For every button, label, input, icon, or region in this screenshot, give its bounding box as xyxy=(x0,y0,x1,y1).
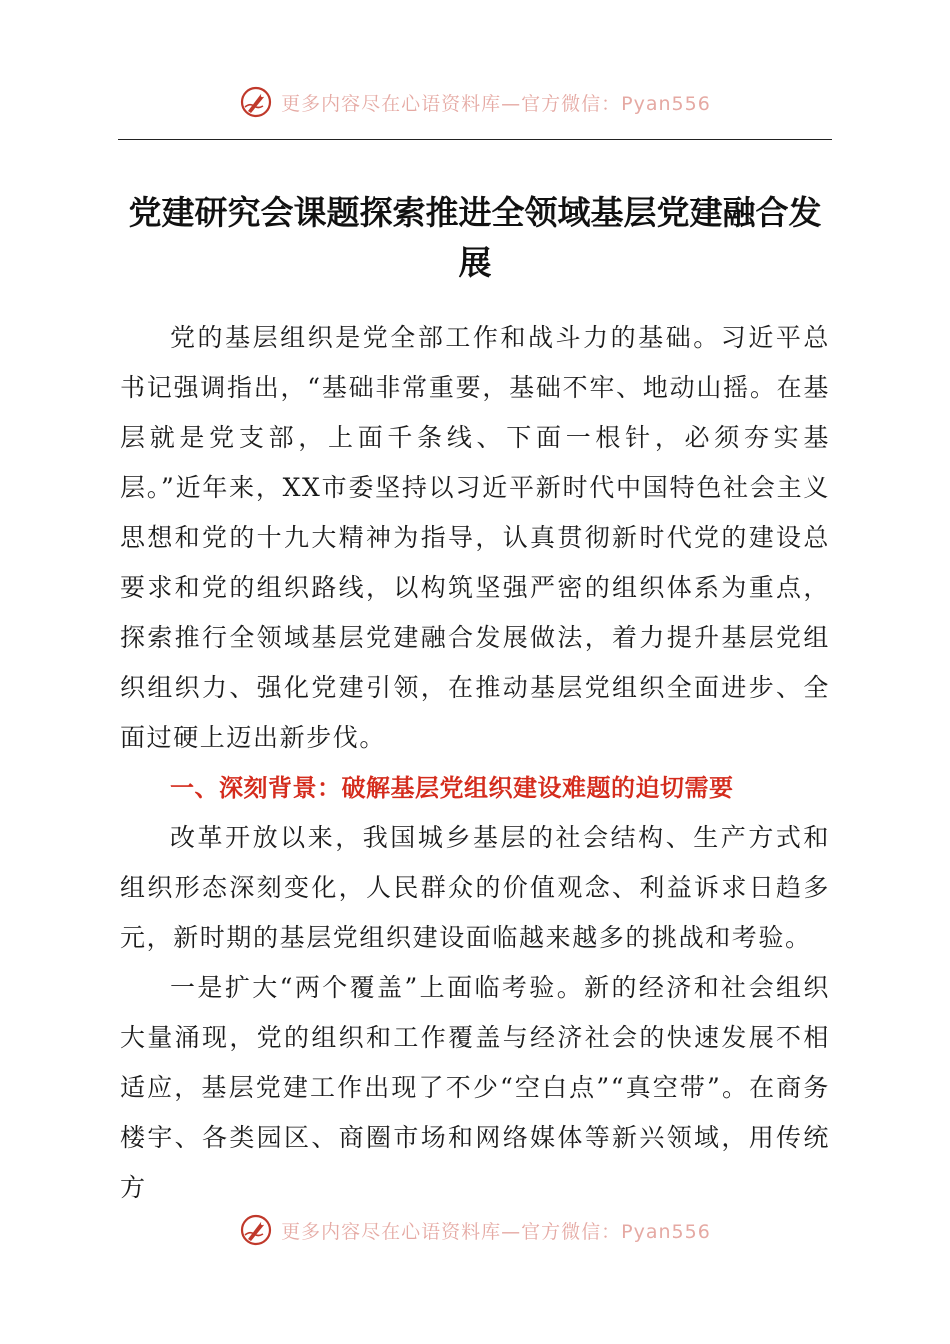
footer-banner-text: 更多内容尽在心语资料库—官方微信：Pyan556 xyxy=(281,1220,711,1243)
footer-banner xyxy=(0,1210,950,1250)
document-body xyxy=(120,313,830,1213)
section-paragraph: 一是扩大“两个覆盖”上面临考验。新的经济和社会组织大量涌现，党的组织和工作覆盖与经济社会的快速发展不相适应，基层党建工作出现了不少“空白点”“真空带”。在商务楼宇、各类园区、商圈市场和网络媒体等新兴领域，用传统方 xyxy=(120,973,830,1202)
document-title: 党建研究会课题探索推进全领域基层党建融合发展 xyxy=(128,193,822,282)
pen-logo-icon xyxy=(239,1213,273,1247)
header-divider xyxy=(118,139,832,140)
header-banner-text: 更多内容尽在心语资料库—官方微信：Pyan556 xyxy=(281,92,711,115)
pen-logo-icon xyxy=(239,85,273,119)
header-banner xyxy=(0,82,950,122)
intro-paragraph: 党的基层组织是党全部工作和战斗力的基础。习近平总书记强调指出，“基础非常重要，基础不牢、地动山摇。在基层就是党支部，上面千条线、下面一根针，必须夯实基层。”近年来，XX市委坚持以习近平新时代中国特色社会主义思想和党的十九大精神为指导，认真贯彻新时代党的建设总要求和党的组织路线，以构筑坚强严密的组织体系为重点，探索推行全领域基层党建融合发展做法，着力提升基层党组织组织力、强化党建引领，在推动基层党组织全面进步、全面过硬上迈出新步伐。 xyxy=(120,323,830,752)
section-paragraph: 改革开放以来，我国城乡基层的社会结构、生产方式和组织形态深刻变化，人民群众的价值观念、利益诉求日趋多元，新时期的基层党组织建设面临越来越多的挑战和考验。 xyxy=(120,823,830,952)
section-heading: 一、深刻背景：破解基层党组织建设难题的迫切需要 xyxy=(170,774,734,802)
